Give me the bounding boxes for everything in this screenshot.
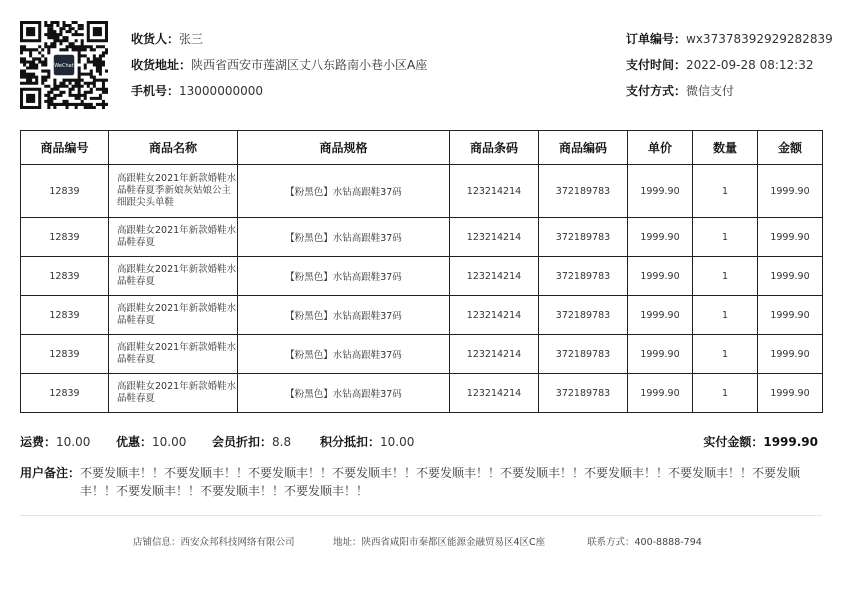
pay-method-field <box>626 83 734 99</box>
header-item-no: 商品编号 <box>21 131 109 165</box>
member-discount-value: 8.8 <box>272 435 292 449</box>
table-row <box>21 257 823 296</box>
cell-item-name: 高跟鞋女2021年新款婚鞋水晶鞋春夏 <box>109 218 238 257</box>
header-amount: 金额 <box>758 131 823 165</box>
cell-item-name: 高跟鞋女2021年新款婚鞋水晶鞋春夏 <box>109 335 238 374</box>
points-value: 10.00 <box>380 435 415 449</box>
pay-time-field <box>626 57 813 73</box>
cell-quantity: 1 <box>693 296 758 335</box>
cell-item-no: 12839 <box>21 296 109 335</box>
footer-address: 地址：陕西省咸阳市秦都区能源金融贸易区4区C座 <box>333 537 546 548</box>
cell-unit-price: 1999.90 <box>628 218 693 257</box>
cell-item-no: 12839 <box>21 257 109 296</box>
table-row <box>21 218 823 257</box>
cell-barcode: 123214214 <box>450 374 539 413</box>
cell-barcode: 123214214 <box>450 218 539 257</box>
header-unit-price: 单价 <box>628 131 693 165</box>
points-label: 积分抵扣： <box>320 435 381 449</box>
order-no-label: 订单编号： <box>626 32 687 46</box>
cell-unit-price: 1999.90 <box>628 335 693 374</box>
discount <box>116 433 186 450</box>
header-quantity: 数量 <box>693 131 758 165</box>
goods-table <box>20 130 823 413</box>
table-row <box>21 165 823 218</box>
cell-item-no: 12839 <box>21 218 109 257</box>
cell-item-name: 高跟鞋女2021年新款婚鞋水晶鞋春夏季新娘灰姑娘公主细跟尖头单鞋 <box>109 165 238 218</box>
cell-item-no: 12839 <box>21 374 109 413</box>
cell-item-spec: 【粉黑色】水钻高跟鞋37码 <box>238 335 450 374</box>
address-label: 收货地址： <box>131 58 192 72</box>
cell-amount: 1999.90 <box>758 374 823 413</box>
cell-amount: 1999.90 <box>758 257 823 296</box>
cell-unit-price: 1999.90 <box>628 296 693 335</box>
cell-quantity: 1 <box>693 257 758 296</box>
cell-unit-price: 1999.90 <box>628 374 693 413</box>
footer-contact: 联系方式：400-8888-794 <box>587 537 702 548</box>
order-no-field <box>626 31 833 47</box>
shipping-value: 10.00 <box>56 435 91 449</box>
phone-value: 13000000000 <box>179 84 263 98</box>
pay-method-label: 支付方式： <box>626 84 687 98</box>
cell-item-spec: 【粉黑色】水钻高跟鞋37码 <box>238 165 450 218</box>
cell-item-spec: 【粉黑色】水钻高跟鞋37码 <box>238 218 450 257</box>
cell-item-code: 372189783 <box>539 335 628 374</box>
qr-logo-text: WeChat <box>54 63 74 69</box>
cell-item-code: 372189783 <box>539 296 628 335</box>
cell-barcode: 123214214 <box>450 165 539 218</box>
cell-amount: 1999.90 <box>758 165 823 218</box>
cell-unit-price: 1999.90 <box>628 165 693 218</box>
footer-shop-info: 店铺信息：西安众邦科技网络有限公司 <box>133 537 295 548</box>
shipping-label: 运费： <box>20 435 57 449</box>
header-item-code: 商品编码 <box>539 131 628 165</box>
cell-item-code: 372189783 <box>539 257 628 296</box>
pay-time-value: 2022-09-28 08:12:32 <box>686 58 814 72</box>
table-row <box>21 335 823 374</box>
table-header-row <box>21 131 823 165</box>
total-value: 1999.90 <box>763 435 818 449</box>
cell-unit-price: 1999.90 <box>628 257 693 296</box>
recipient-value: 张三 <box>179 32 204 46</box>
points-deduction <box>320 433 414 450</box>
phone-field <box>131 83 263 99</box>
table-row <box>21 374 823 413</box>
cell-item-spec: 【粉黑色】水钻高跟鞋37码 <box>238 257 450 296</box>
cell-barcode: 123214214 <box>450 296 539 335</box>
cell-item-name: 高跟鞋女2021年新款婚鞋水晶鞋春夏 <box>109 257 238 296</box>
address-field <box>131 57 427 73</box>
cell-quantity: 1 <box>693 335 758 374</box>
cell-item-code: 372189783 <box>539 218 628 257</box>
discount-value: 10.00 <box>152 435 187 449</box>
phone-label: 手机号： <box>131 84 180 98</box>
table-row <box>21 296 823 335</box>
discount-label: 优惠： <box>116 435 153 449</box>
cell-item-name: 高跟鞋女2021年新款婚鞋水晶鞋春夏 <box>109 374 238 413</box>
recipient-field <box>131 31 203 47</box>
cell-quantity: 1 <box>693 165 758 218</box>
cell-barcode: 123214214 <box>450 335 539 374</box>
header-barcode: 商品条码 <box>450 131 539 165</box>
qr-code-icon <box>20 21 108 109</box>
member-discount <box>212 433 291 450</box>
member-discount-label: 会员折扣： <box>212 435 273 449</box>
pay-time-label: 支付时间： <box>626 58 687 72</box>
cell-item-code: 372189783 <box>539 374 628 413</box>
cell-quantity: 1 <box>693 218 758 257</box>
remark-text: 不要发顺丰！！不要发顺丰！！不要发顺丰！！不要发顺丰！！不要发顺丰！！不要发顺丰！！不要发顺丰！！不要发顺丰！！不要发顺丰！！不要发顺丰！！不要发顺丰！！不要发顺丰！！ <box>80 466 801 498</box>
recipient-label: 收货人： <box>131 32 180 46</box>
cell-barcode: 123214214 <box>450 257 539 296</box>
cell-item-spec: 【粉黑色】水钻高跟鞋37码 <box>238 374 450 413</box>
cell-item-no: 12839 <box>21 165 109 218</box>
total-label: 实付金额： <box>703 435 764 449</box>
shipping-fee <box>20 433 90 450</box>
cell-item-no: 12839 <box>21 335 109 374</box>
qr-code <box>20 21 108 109</box>
order-no-value: wx37378392929282839 <box>686 32 833 46</box>
remark-label: 用户备注： <box>20 466 81 480</box>
header-item-spec: 商品规格 <box>238 131 450 165</box>
cell-amount: 1999.90 <box>758 296 823 335</box>
header-item-name: 商品名称 <box>109 131 238 165</box>
divider <box>20 515 822 516</box>
cell-item-name: 高跟鞋女2021年新款婚鞋水晶鞋春夏 <box>109 296 238 335</box>
total-paid <box>703 433 818 450</box>
cell-amount: 1999.90 <box>758 335 823 374</box>
address-value: 陕西省西安市莲湖区丈八东路南小巷小区A座 <box>191 58 428 72</box>
cell-amount: 1999.90 <box>758 218 823 257</box>
cell-item-code: 372189783 <box>539 165 628 218</box>
pay-method-value: 微信支付 <box>686 84 735 98</box>
cell-item-spec: 【粉黑色】水钻高跟鞋37码 <box>238 296 450 335</box>
user-remark <box>20 464 822 500</box>
cell-quantity: 1 <box>693 374 758 413</box>
